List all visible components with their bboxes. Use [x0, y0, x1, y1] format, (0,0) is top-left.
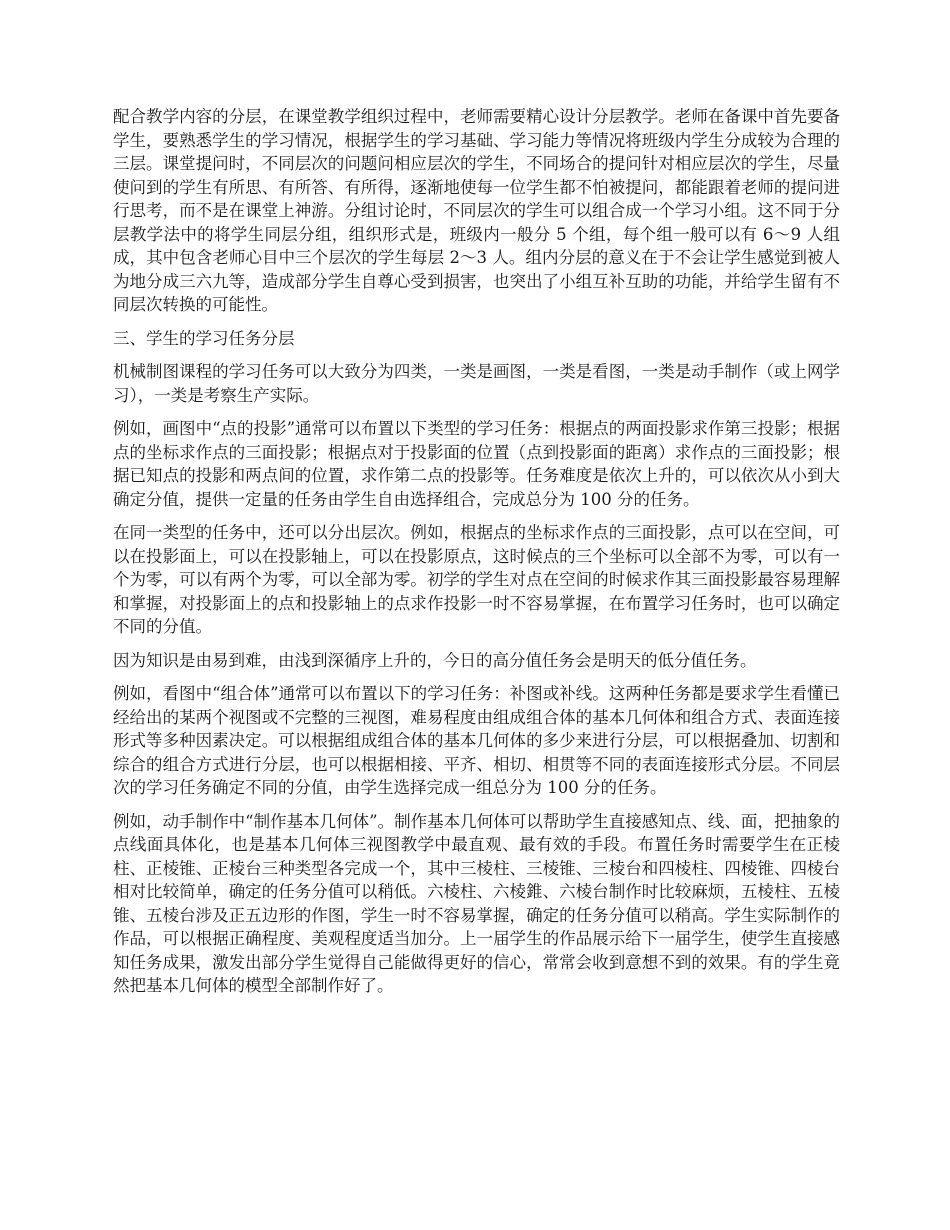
paragraph-task-types: 机械制图课程的学习任务可以大致分为四类，一类是画图，一类是看图，一类是动手制作（或上网学习），一类是考察生产实际。 [113, 362, 840, 405]
document-body [113, 105, 840, 1008]
paragraph-point-projection: 例如，画图中“点的投影”通常可以布置以下类型的学习任务：根据点的两面投影求作第三投影；根据点的坐标求作点的三面投影；根据点对于投影面的位置（点到投影面的距离）求作点的三面投影；根据已知点的投影和两点间的位置，求作第二点的投影等。任务难度是依次上升的，可以依次从小到大确定分值，提供一定量的任务由学生自由选择组合，完成总分为 100 分的任务。 [113, 419, 840, 509]
paragraph-grouping: 配合教学内容的分层，在课堂教学组织过程中，老师需要精心设计分层教学。老师在备课中首先要备学生，要熟悉学生的学习情况，根据学生的学习基础、学习能力等情况将班级内学生分成较为合理的三层。课堂提问时，不同层次的问题问相应层次的学生，不同场合的提问针对相应层次的学生，尽量使问到的学生有所思、有所答、有所得，逐渐地使每一位学生都不怕被提问，都能跟着老师的提问进行思考，而不是在课堂上神游。分组讨论时，不同层次的学生可以组合成一个学习小组。这不同于分层教学法中的将学生同层分组，组织形式是，班级内一般分 5 个组，每个组一般可以有 6～9 人组成，其中包含老师心目中三个层次的学生每层 2～3 人。组内分层的意义在于不会让学生感觉到被人为地分成三六九等，造成部分学生自尊心受到损害，也突出了小组互补互助的功能，并给学生留有不同层次转换的可能性。 [113, 107, 840, 314]
paragraph-composite-body: 例如，看图中“组合体”通常可以布置以下的学习任务：补图或补线。这两种任务都是要求学生看懂已经给出的某两个视图或不完整的三视图，难易程度由组成组合体的基本几何体和组合方式、表面连接形式等多种因素决定。可以根据组成组合体的基本几何体的多少来进行分层，可以根据叠加、切割和综合的组合方式进行分层，也可以根据相接、平齐、相切、相贯等不同的表面连接形式分层。不同层次的学习任务确定不同的分值，由学生选择完成一组总分为 100 分的任务。 [113, 684, 840, 797]
paragraph-same-type-levels: 在同一类型的任务中，还可以分出层次。例如，根据点的坐标求作点的三面投影，点可以在空间，可以在投影面上，可以在投影轴上，可以在投影原点，这时候点的三个坐标可以全部不为零，可以有一个为零，可以有两个为零，可以全部为零。初学的学生对点在空间的时候求作其三面投影最容易理解和掌握，对投影面上的点和投影轴上的点求作投影一时不容易掌握，在布置学习任务时，也可以确定不同的分值。 [113, 523, 840, 636]
section-heading: 三、学生的学习任务分层 [113, 328, 295, 348]
paragraph-hands-on: 例如，动手制作中“制作基本几何体”。制作基本几何体可以帮助学生直接感知点、线、面，把抽象的点线面具体化，也是基本几何体三视图教学中最直观、最有效的手段。布置任务时需要学生在正棱柱、正棱锥、正棱台三种类型各完成一个，其中三棱柱、三棱锥、三棱台和四棱柱、四棱锥、四棱台相对比较简单，确定的任务分值可以稍低。六棱柱、六棱錐、六棱台制作时比较麻烦，五棱柱、五棱锥、五棱台涉及正五边形的作图，学生一时不容易掌握，确定的任务分值可以稍高。学生实际制作的作品，可以根据正确程度、美观程度适当加分。上一届学生的作品展示给下一届学生，使学生直接感知任务成果，激发出部分学生觉得自己能做得更好的信心，常常会收到意想不到的效果。有的学生竟然把基本几何体的模型全部制作好了。 [113, 811, 840, 995]
paragraph-progression: 因为知识是由易到难，由浅到深循序上升的，今日的高分值任务会是明天的低分值任务。 [113, 650, 757, 670]
